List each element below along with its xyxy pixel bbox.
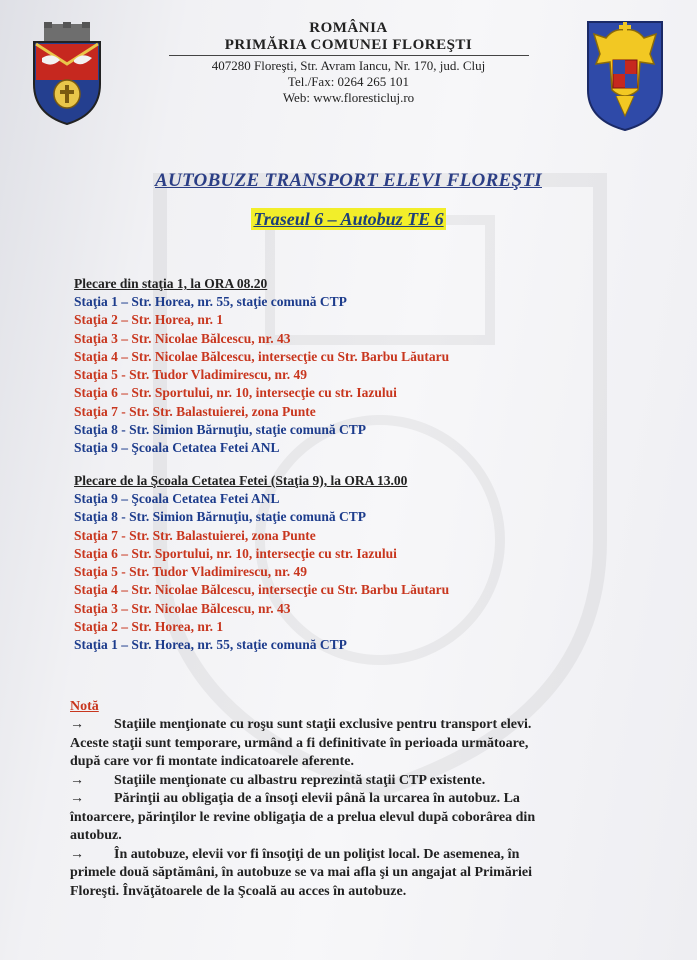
website: Web: www.floresticluj.ro bbox=[282, 90, 415, 105]
arrow-right-icon: → bbox=[70, 772, 84, 788]
document-title: AUTOBUZE TRANSPORT ELEVI FLOREŞTI bbox=[155, 170, 542, 191]
note-text: Aceste staţii sunt temporare, urmând a fi definitivate în perioada următoare, bbox=[70, 735, 529, 751]
departure-heading: Plecare din staţia 1, la ORA 08.20 bbox=[74, 276, 268, 291]
note-line bbox=[70, 846, 630, 865]
departure-afternoon bbox=[74, 472, 449, 655]
route-title: Traseul 6 – Autobuz TE 6 bbox=[253, 209, 444, 229]
stop-item: Staţia 1 – Str. Horea, nr. 55, staţie comună CTP bbox=[74, 294, 347, 309]
stop-item: Staţia 9 – Şcoala Cetatea Fetei ANL bbox=[74, 491, 280, 506]
country-name: ROMÂNIA bbox=[309, 20, 388, 36]
departure-morning bbox=[74, 275, 449, 458]
note-line bbox=[70, 790, 630, 809]
note-text: Staţiile menţionate cu roşu sunt staţii exclusive pentru transport elevi. bbox=[114, 717, 532, 732]
note-text: Floreşti. Învăţătoarele de la Şcoală au acces în autobuze. bbox=[70, 883, 407, 899]
note-text: întoarcere, părinţilor le revine obligaţia de a prelua elevul după coborârea din bbox=[70, 809, 536, 825]
stop-item: Staţia 8 - Str. Simion Bărnuţiu, staţie comună CTP bbox=[74, 509, 367, 525]
note-text: În autobuze, elevii vor fi însoţiţi de un poliţist local. De asemenea, în bbox=[114, 846, 520, 862]
stop-item: Staţia 7 - Str. Str. Balastuierei, zona Punte bbox=[74, 403, 316, 419]
route-highlight bbox=[0, 208, 697, 230]
phone: Tel./Fax: 0264 265 101 bbox=[287, 74, 410, 89]
stop-item: Staţia 7 - Str. Str. Balastuierei, zona Punte bbox=[74, 527, 316, 543]
notes-title: Notă bbox=[70, 699, 99, 714]
note-text: primele două săptămâni, în autobuze se va mai afla şi un angajat al Primăriei bbox=[70, 865, 532, 880]
note-text: după care vor fi montate indicatoarele aferente. bbox=[70, 754, 354, 769]
stop-item: Staţia 9 – Şcoala Cetatea Fetei ANL bbox=[74, 440, 280, 456]
stop-item: Staţia 3 – Str. Nicolae Bălcescu, nr. 43 bbox=[74, 600, 291, 616]
stop-item: Staţia 1 – Str. Horea, nr. 55, staţie comună CTP bbox=[74, 637, 347, 653]
office-name: PRIMĂRIA COMUNEI FLOREŞTI bbox=[224, 37, 473, 53]
stop-item: Staţia 8 - Str. Simion Bărnuţiu, staţie comună CTP bbox=[74, 422, 367, 438]
note-line bbox=[70, 716, 630, 735]
stop-item: Staţia 6 – Str. Sportului, nr. 10, intersecţie cu str. Iazului bbox=[74, 545, 397, 561]
stop-item: Staţia 4 – Str. Nicolae Bălcescu, intersecţie cu Str. Barbu Lăutaru bbox=[74, 348, 450, 364]
notes-section bbox=[70, 698, 630, 901]
departure-heading: Plecare de la Şcoala Cetatea Fetei (Staţia 9), la ORA 13.00 bbox=[74, 473, 408, 488]
stop-item: Staţia 6 – Str. Sportului, nr. 10, intersecţie cu str. Iazului bbox=[74, 385, 397, 401]
note-text: Părinţii au obligaţia de a însoţi elevii până la urcarea în autobuz. La bbox=[114, 791, 520, 806]
letterhead bbox=[0, 20, 697, 106]
note-text: Staţiile menţionate cu albastru reprezintă staţii CTP existente. bbox=[114, 772, 486, 788]
stop-item: Staţia 5 - Str. Tudor Vladimirescu, nr. 49 bbox=[74, 367, 308, 383]
arrow-right-icon: → bbox=[70, 791, 84, 806]
stop-item: Staţia 4 – Str. Nicolae Bălcescu, intersecţie cu Str. Barbu Lăutaru bbox=[74, 582, 450, 598]
note-text: autobuz. bbox=[70, 828, 122, 843]
note-line bbox=[70, 772, 630, 791]
stop-item: Staţia 2 – Str. Horea, nr. 1 bbox=[74, 312, 224, 328]
arrow-right-icon: → bbox=[70, 717, 84, 732]
header-divider bbox=[169, 55, 529, 56]
arrow-right-icon: → bbox=[70, 846, 84, 862]
address: 407280 Floreşti, Str. Avram Iancu, Nr. 170, jud. Cluj bbox=[211, 58, 486, 73]
stop-item: Staţia 5 - Str. Tudor Vladimirescu, nr. 49 bbox=[74, 564, 308, 580]
stop-item: Staţia 2 – Str. Horea, nr. 1 bbox=[74, 619, 224, 635]
stop-item: Staţia 3 – Str. Nicolae Bălcescu, nr. 43 bbox=[74, 330, 291, 346]
